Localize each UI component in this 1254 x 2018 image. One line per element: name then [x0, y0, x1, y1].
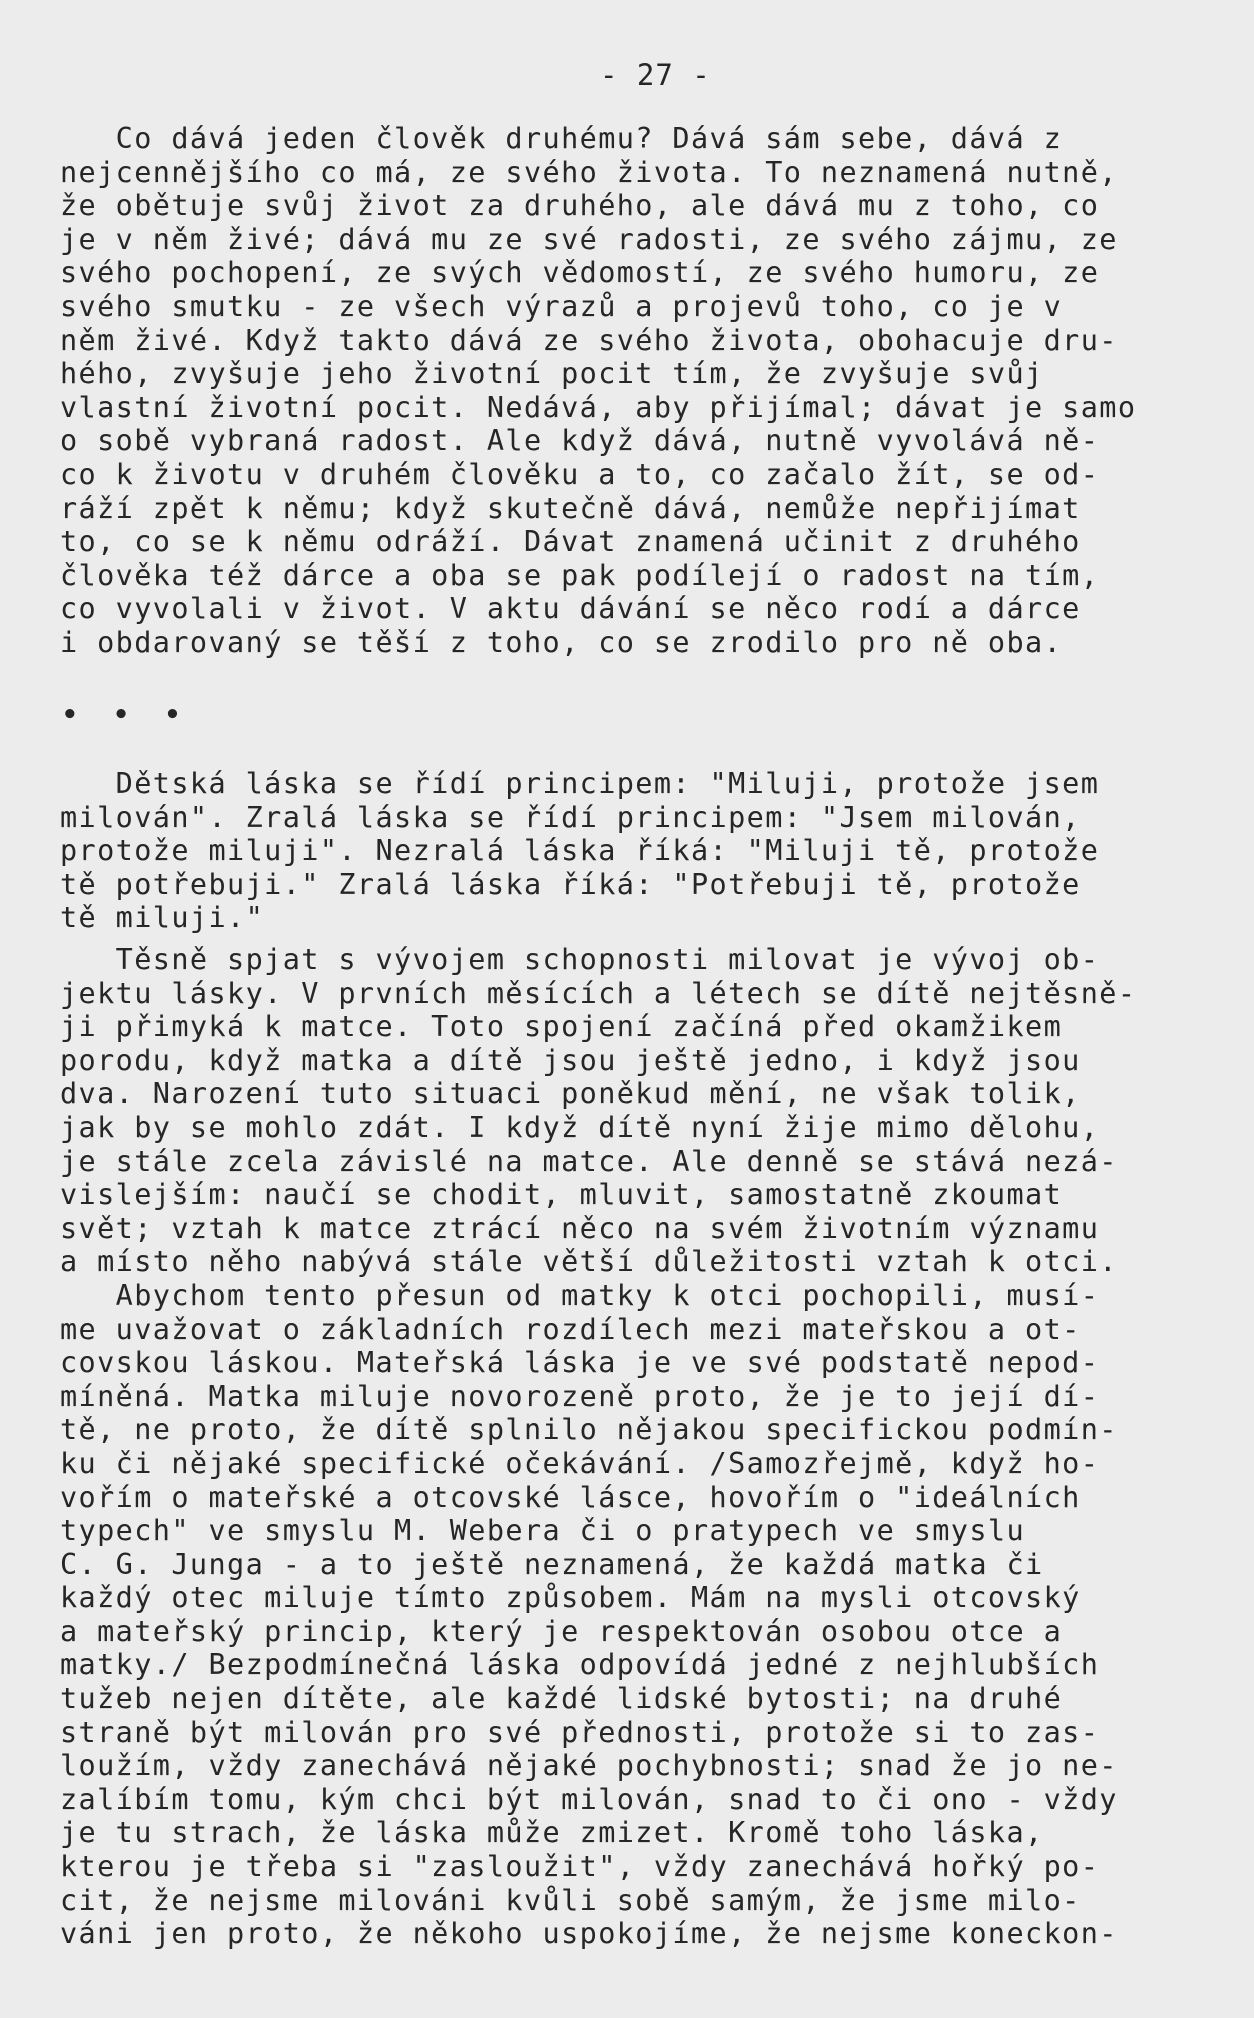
text-line: milován". Zralá láska se řídí principem: "Jsem milován, — [60, 800, 1081, 834]
text-line: o sobě vybraná radost. Ale když dává, nutně vyvolává ně- — [60, 424, 1100, 458]
text-line: každý otec miluje tímto způsobem. Mám na mysli otcovský — [60, 1581, 1081, 1615]
text-line: loužím, vždy zanechává nějaké pochybnosti; snad že jo ne- — [60, 1749, 1118, 1783]
text-line: tužeb nejen dítěte, ale každé lidské bytosti; na druhé — [60, 1682, 1063, 1716]
text-line: covskou láskou. Mateřská láska je ve své podstatě nepod- — [60, 1346, 1100, 1380]
text-line: člověka též dárce a oba se pak podílejí o radost na tím, — [60, 558, 1100, 592]
paragraph-child-love — [60, 767, 1240, 935]
text-line: je tu strach, že láska může zmizet. Kromě toho láska, — [60, 1816, 1044, 1850]
text-line: tě miluji." — [60, 901, 265, 935]
text-line: tě potřebuji." Zralá láska říká: "Potřebuji tě, protože — [60, 867, 1081, 901]
text-line: zalíbím tomu, kým chci být milován, snad to či ono - vždy — [60, 1782, 1118, 1816]
text-line: straně být milován pro své přednosti, protože si to zas- — [60, 1715, 1100, 1749]
section-separator: • • • — [62, 700, 191, 730]
text-line: porodu, když matka a dítě jsou ještě jedno, i když jsou — [60, 1043, 1081, 1077]
text-line: kterou je třeba si "zasloužit", vždy zanechává hořký po- — [60, 1850, 1100, 1884]
text-line: a mateřský princip, který je respektován osobou otce a — [60, 1614, 1063, 1648]
text-line: protože miluji". Nezralá láska říká: "Miluji tě, protože — [60, 834, 1100, 868]
text-line: váni jen proto, že někoho uspokojíme, že nejsme koneckon- — [60, 1917, 1118, 1951]
text-line: je v něm živé; dává mu ze své radosti, ze svého zájmu, ze — [60, 222, 1118, 256]
text-line: ráží zpět k němu; když skutečně dává, nemůže nepřijímat — [60, 491, 1081, 525]
paragraph-giving — [60, 122, 1240, 660]
text-line: dva. Narození tuto situaci poněkud mění, ne však tolik, — [60, 1077, 1081, 1111]
text-line: Co dává jeden člověk druhému? Dává sám sebe, dává z — [60, 122, 1063, 155]
text-line: C. G. Junga - a to ještě neznamená, že každá matka či — [60, 1547, 1044, 1581]
text-line: Abychom tento přesun od matky k otci pochopili, musí- — [60, 1278, 1100, 1312]
text-line: že obětuje svůj život za druhého, ale dává mu z toho, co — [60, 189, 1100, 223]
text-line: cit, že nejsme milováni kvůli sobě samým, že jsme milo- — [60, 1883, 1081, 1917]
text-line: i obdarovaný se těší z toho, co se zrodilo pro ně oba. — [60, 625, 1063, 659]
text-line: me uvažovat o základních rozdílech mezi mateřskou a ot- — [60, 1312, 1081, 1346]
text-line: je stále zcela závislé na matce. Ale denně se stává nezá- — [60, 1144, 1118, 1178]
text-line: něm živé. Když takto dává ze svého života, obohacuje dru- — [60, 323, 1118, 357]
text-line: matky./ Bezpodmínečná láska odpovídá jedné z nejhlubších — [60, 1648, 1100, 1682]
text-line: Dětská láska se řídí principem: "Miluji, protože jsem — [60, 767, 1100, 800]
text-line: nejcennějšího co má, ze svého života. To neznamená nutně, — [60, 155, 1118, 189]
text-line: svého pochopení, ze svých vědomostí, ze svého humoru, ze — [60, 256, 1100, 290]
text-line: a místo něho nabývá stále větší důležitosti vztah k otci. — [60, 1245, 1118, 1279]
text-line: svého smutku - ze všech výrazů a projevů toho, co je v — [60, 289, 1063, 323]
text-line: tě, ne proto, že dítě splnilo nějakou specifickou podmín- — [60, 1413, 1118, 1447]
text-line: Těsně spjat s vývojem schopnosti milovat je vývoj ob- — [60, 943, 1100, 976]
paragraph-object-of-love — [60, 943, 1240, 1951]
text-line: vlastní životní pocit. Nedává, aby přijímal; dávat je samo — [60, 390, 1137, 424]
text-line: jak by se mohlo zdát. I když dítě nyní žije mimo dělohu, — [60, 1110, 1100, 1144]
text-line: hého, zvyšuje jeho životní pocit tím, že zvyšuje svůj — [60, 357, 1044, 391]
text-line: to, co se k němu odráží. Dávat znamená učinit z druhého — [60, 525, 1081, 559]
text-line: ku či nějaké specifické očekávání. /Samozřejmě, když ho- — [60, 1446, 1100, 1480]
page-number: - 27 - — [600, 58, 711, 92]
text-line: vořím o mateřské a otcovské lásce, hovořím o "ideálních — [60, 1480, 1081, 1514]
text-line: vislejším: naučí se chodit, mluvit, samostatně zkoumat — [60, 1178, 1063, 1212]
text-line: svět; vztah k matce ztrácí něco na svém životním významu — [60, 1211, 1100, 1245]
text-line: typech" ve smyslu M. Webera či o pratypech ve smyslu — [60, 1514, 1026, 1548]
text-line: ji přimyká k matce. Toto spojení začíná před okamžikem — [60, 1010, 1063, 1044]
text-line: jektu lásky. V prvních měsících a létech se dítě nejtěsně- — [60, 976, 1137, 1010]
text-line: co k životu v druhém člověku a to, co začalo žít, se od- — [60, 457, 1100, 491]
text-line: co vyvolali v život. V aktu dávání se něco rodí a dárce — [60, 592, 1081, 626]
text-line: míněná. Matka miluje novorozeně proto, že je to její dí- — [60, 1379, 1100, 1413]
